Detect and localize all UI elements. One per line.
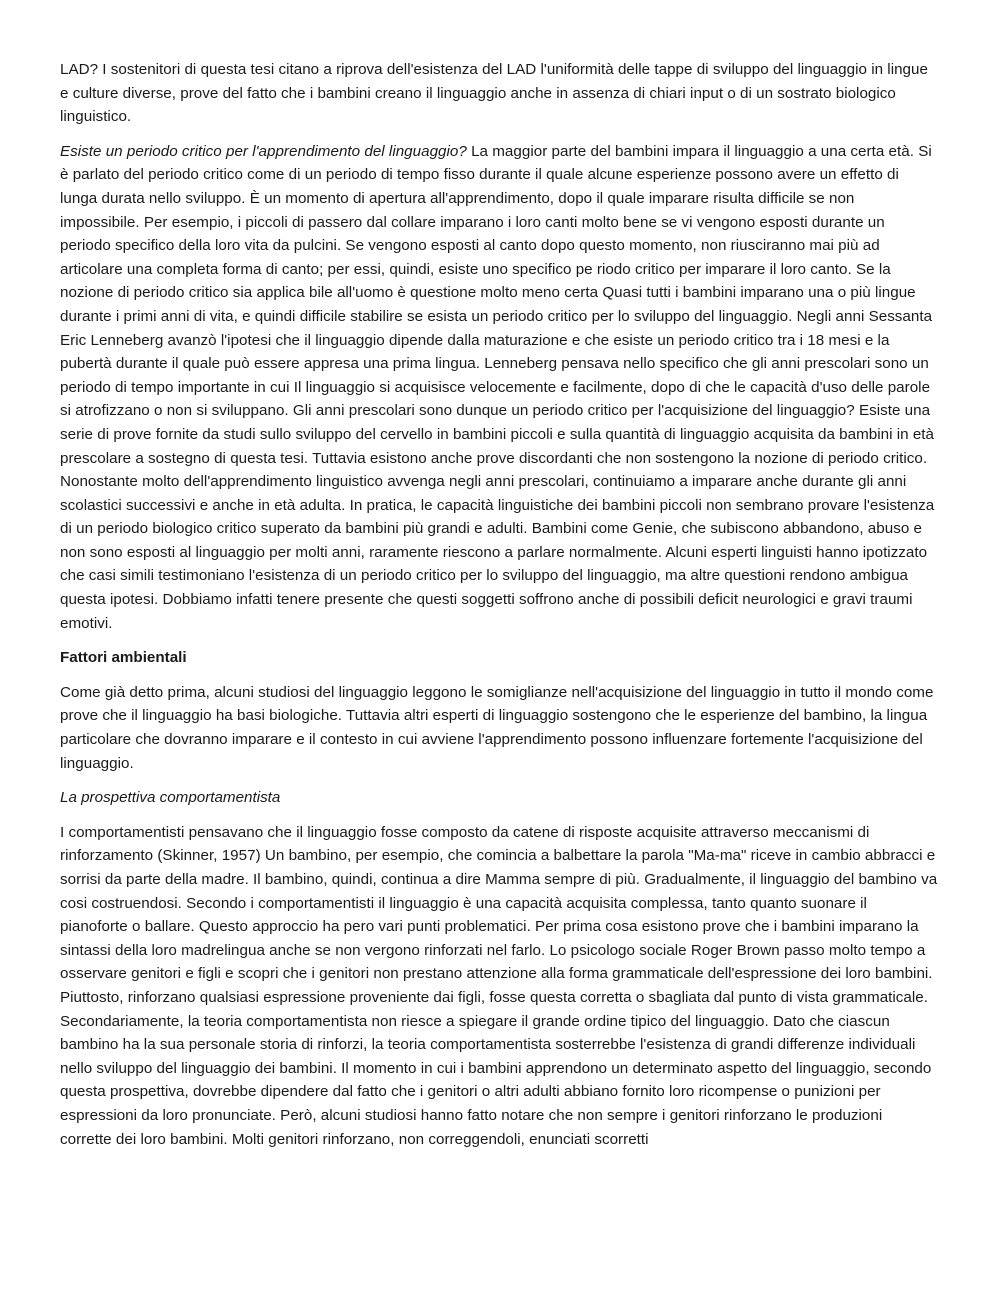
critical-period-question: Esiste un periodo critico per l'apprendimento del linguaggio? [60,142,467,160]
paragraph-lad-evidence: LAD? I sostenitori di questa tesi citano a riprova dell'esistenza del LAD l'uniformità delle tappe di sviluppo del linguaggio in lingue e culture diverse, prove del fatto che i bambini creano il linguaggio anche in assenza di chiari input o di un sostrato biologico linguistico. [60,61,928,126]
paragraph-critical-period [60,140,938,635]
section-heading-environmental-factors: Fattori ambientali [60,649,187,667]
critical-period-body: La maggior parte del bambini impara il linguaggio a una certa età. Si è parlato del periodo critico come di un periodo di tempo fisso durante il quale alcune esperienze possono avere un effetto di lunga durata nello sviluppo. È un momento di apertura all'apprendimento, dopo il quale imparare risulta difficile se non impossibile. Per esempio, i piccoli di passero dal collare imparano i loro canti molto bene se vi vengono esposti durante un periodo specifico della loro vita da pulcini. Se vengono esposti al canto dopo questo momento, non riusciranno mai più ad articolare una completa forma di canto; per essi, quindi, esiste uno specifico pe riodo critico per imparare il loro canto. Se la nozione di periodo critico sia applica bile all'uomo è questione molto meno certa Quasi tutti i bambini imparano una o più lingue durante i primi anni di vita, e quindi difficile stabilire se esista un periodo critico per lo sviluppo del linguaggio. Negli anni Sessanta Eric Lenneberg avanzò l'ipotesi che il linguaggio dipende dalla maturazione e che esiste un periodo critico tra i 18 mesi e la pubertà durante il quale può essere appresa una prima lingua. Lenneberg pensava nello specifico che gli anni prescolari sono un periodo di tempo importante in cui Il linguaggio si acquisisce velocemente e facilmente, dopo di che le capacità d'uso delle parole si atrofizzano o non si sviluppano. Gli anni prescolari sono dunque un periodo critico per l'acquisizione del linguaggio? Esiste una serie di prove fornite da studi sullo sviluppo del cervello in bambini piccoli e sulla quantità di linguaggio acquisita da bambini in età prescolare a sostegno di questa tesi. Tuttavia esistono anche prove discordanti che non sostengono la nozione di periodo critico. Nonostante molto dell'apprendimento linguistico avvenga negli anni prescolari, continuiamo a imparare anche durante gli anni scolastici successivi e anche in età adulta. In pratica, le capacità linguistiche dei bambini piccoli non sembrano provare l'esistenza di un periodo biologico critico superato da bambini più grandi e adulti. Bambini come Genie, che subiscono abbandono, abuso e non sono esposti al linguaggio per molti anni, raramente riescono a parlare normalmente. Alcuni esperti linguisti hanno ipotizzato che casi simili testimoniano l'esistenza di un periodo critico per lo sviluppo del linguaggio, ma altre questioni rendono ambigua questa ipotesi. Dobbiamo infatti tenere presente che questi soggetti soffrono anche di possibili deficit neurologici e gravi traumi emotivi. [60,142,935,632]
subheading-behaviorist-perspective: La prospettiva comportamentista [60,789,281,807]
paragraph-environmental-factors: Come già detto prima, alcuni studiosi del linguaggio leggono le somiglianze nell'acquisizione del linguaggio in tutto il mondo come prove che il linguaggio ha basi biologiche. Tuttavia altri esperti di linguaggio sostengono che le esperienze del bambino, la lingua particolare che dovranno imparare e il contesto in cui avviene l'apprendimento possono influenzare fortemente l'acquisizione del linguaggio. [60,683,934,772]
paragraph-behaviorist-perspective: I comportamentisti pensavano che il linguaggio fosse composto da catene di risposte acquisite attraverso meccanismi di rinforzamento (Skinner, 1957) Un bambino, per esempio, che comincia a balbettare la parola "Ma-ma" riceve in cambio abbracci e sorrisi da parte della madre. Il bambino, quindi, continua a dire Mamma sempre di più. Gradualmente, il linguaggio del bambino va cosi costruendosi. Secondo i comportamentisti il linguaggio è una capacità acquisita complessa, tanto quanto suonare il pianoforte o ballare. Questo approccio ha pero vari punti problematici. Per prima cosa esistono prove che i bambini imparano la sintassi della loro madrelingua anche se non vergono rinforzati nel farlo. Lo psicologo sociale Roger Brown passo molto tempo a osservare genitori e figli e scopri che i genitori non prestano attenzione alla forma grammaticale dell'espressione dei loro bambini. Piuttosto, rinforzano qualsiasi espressione proveniente dai figli, fosse questa corretta o sbagliata dal punto di vista grammaticale. Secondariamente, la teoria comportamentista non riesce a spiegare il grande ordine tipico del linguaggio. Dato che ciascun bambino ha la sua personale storia di rinforzi, la teoria comportamentista sosterrebbe l'esistenza di grandi differenze individuali nello sviluppo del linguaggio dei bambini. Il momento in cui i bambini apprendono un determinato aspetto del linguaggio, secondo questa prospettiva, dovrebbe dipendere dal fatto che i genitori o altri adulti abbiano fornito loro ricompense o punizioni per espressioni da loro pronunciate. Però, alcuni studiosi hanno fatto notare che non sempre i genitori rinforzano le produzioni corrette dei loro bambini. Molti genitori rinforzano, non correggendoli, enunciati scorretti [60,823,938,1148]
